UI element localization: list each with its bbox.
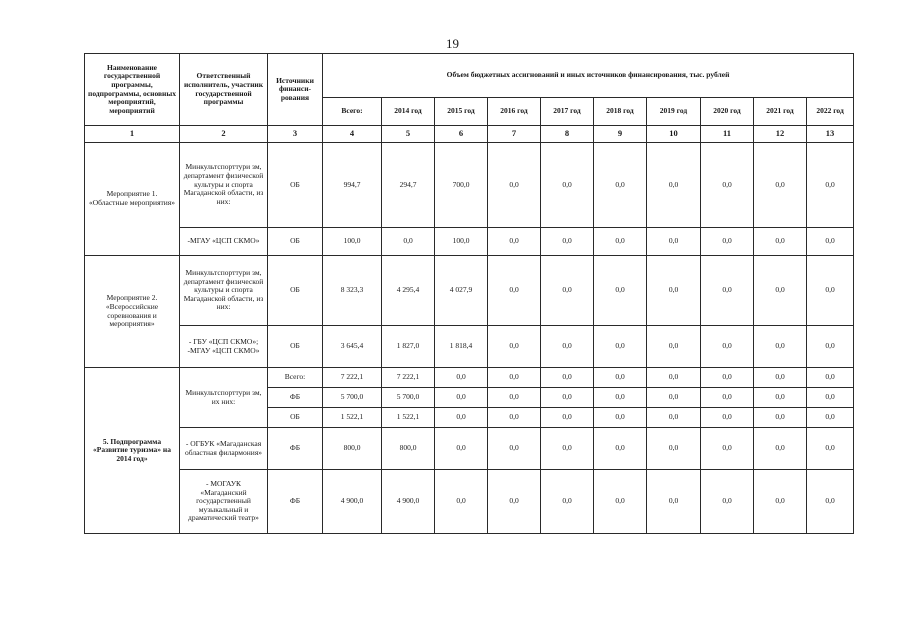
- column-number: 11: [701, 126, 754, 143]
- value-2022: 0,0: [807, 388, 854, 408]
- value-2016: 0,0: [488, 368, 541, 388]
- value-2016: 0,0: [488, 408, 541, 428]
- value-2022: 0,0: [807, 428, 854, 470]
- value-2016: 0,0: [488, 428, 541, 470]
- value-2016: 0,0: [488, 256, 541, 326]
- header-source: Источники финанси-рования: [268, 54, 323, 126]
- value-2016: 0,0: [488, 228, 541, 256]
- executor-cell: Минкультспорттури зм, департамент физической культуры и спорта Магаданской области, из них:: [180, 256, 268, 326]
- value-2017: 0,0: [541, 368, 594, 388]
- value-2021: 0,0: [754, 428, 807, 470]
- value-2015: 0,0: [435, 388, 488, 408]
- executor-cell: Минкультспорттури зм, их них:: [180, 368, 268, 428]
- page-number: 19: [446, 36, 459, 51]
- value-2021: 0,0: [754, 326, 807, 368]
- header-name: Наименование государственной программы, подпрограммы, основных мероприятий, мероприятий: [85, 54, 180, 126]
- value-2021: 0,0: [754, 408, 807, 428]
- column-number: 1: [85, 126, 180, 143]
- value-2019: 0,0: [647, 470, 701, 534]
- source-cell: ОБ: [268, 256, 323, 326]
- value-2019: 0,0: [647, 428, 701, 470]
- column-number: 4: [323, 126, 382, 143]
- value-2019: 0,0: [647, 388, 701, 408]
- value-2015: 0,0: [435, 470, 488, 534]
- value-2016: 0,0: [488, 143, 541, 228]
- header-year-2020: 2020 год: [701, 98, 754, 126]
- value-2021: 0,0: [754, 388, 807, 408]
- header-year-2019: 2019 год: [647, 98, 701, 126]
- value-2017: 0,0: [541, 388, 594, 408]
- value-2018: 0,0: [594, 143, 647, 228]
- value-2014: 294,7: [382, 143, 435, 228]
- value-2018: 0,0: [594, 388, 647, 408]
- value-2020: 0,0: [701, 228, 754, 256]
- value-2015: 0,0: [435, 408, 488, 428]
- value-2017: 0,0: [541, 256, 594, 326]
- value-2021: 0,0: [754, 368, 807, 388]
- header-year-2017: 2017 год: [541, 98, 594, 126]
- value-2015: 100,0: [435, 228, 488, 256]
- column-number: 5: [382, 126, 435, 143]
- subprogram-5-name: 5. Подпрограмма «Развитие туризма» на 2014 год»: [85, 368, 180, 534]
- column-number: 8: [541, 126, 594, 143]
- column-number: 10: [647, 126, 701, 143]
- value-2018: 0,0: [594, 470, 647, 534]
- value-2020: 0,0: [701, 428, 754, 470]
- value-2021: 0,0: [754, 470, 807, 534]
- value-2018: 0,0: [594, 326, 647, 368]
- value-2016: 0,0: [488, 326, 541, 368]
- header-year-2022: 2022 год: [807, 98, 854, 126]
- value-2014: 1 522,1: [382, 408, 435, 428]
- value-2018: 0,0: [594, 368, 647, 388]
- value-2022: 0,0: [807, 228, 854, 256]
- value-2022: 0,0: [807, 368, 854, 388]
- executor-cell: - МОГАУК «Магаданский государственный музыкальный и драматический театр»: [180, 470, 268, 534]
- header-executor: Ответственный исполнитель, участник государственной программы: [180, 54, 268, 126]
- header-year-2014: 2014 год: [382, 98, 435, 126]
- source-cell: ОБ: [268, 143, 323, 228]
- value-total: 7 222,1: [323, 368, 382, 388]
- header-year-2016: 2016 год: [488, 98, 541, 126]
- value-2022: 0,0: [807, 143, 854, 228]
- source-cell: ФБ: [268, 428, 323, 470]
- value-2018: 0,0: [594, 228, 647, 256]
- value-2017: 0,0: [541, 428, 594, 470]
- column-number: 2: [180, 126, 268, 143]
- value-2020: 0,0: [701, 326, 754, 368]
- value-2020: 0,0: [701, 388, 754, 408]
- source-cell: ФБ: [268, 470, 323, 534]
- column-number: 9: [594, 126, 647, 143]
- value-total: 4 900,0: [323, 470, 382, 534]
- header-year-2021: 2021 год: [754, 98, 807, 126]
- value-2018: 0,0: [594, 256, 647, 326]
- value-total: 800,0: [323, 428, 382, 470]
- budget-table: [84, 53, 854, 534]
- value-2015: 0,0: [435, 428, 488, 470]
- column-number: 13: [807, 126, 854, 143]
- value-2020: 0,0: [701, 408, 754, 428]
- value-2022: 0,0: [807, 408, 854, 428]
- value-2014: 0,0: [382, 228, 435, 256]
- value-2019: 0,0: [647, 256, 701, 326]
- value-total: 994,7: [323, 143, 382, 228]
- executor-cell: - ГБУ «ЦСП СКМО»; -МГАУ «ЦСП СКМО»: [180, 326, 268, 368]
- source-cell: ОБ: [268, 408, 323, 428]
- activity-1-name: Мероприятие 1. «Областные мероприятия»: [85, 143, 180, 256]
- value-2016: 0,0: [488, 470, 541, 534]
- value-2019: 0,0: [647, 408, 701, 428]
- value-2022: 0,0: [807, 470, 854, 534]
- value-total: 5 700,0: [323, 388, 382, 408]
- column-number: 3: [268, 126, 323, 143]
- value-2015: 1 818,4: [435, 326, 488, 368]
- value-2014: 7 222,1: [382, 368, 435, 388]
- value-2020: 0,0: [701, 256, 754, 326]
- value-2022: 0,0: [807, 326, 854, 368]
- header-year-2015: 2015 год: [435, 98, 488, 126]
- value-2014: 800,0: [382, 428, 435, 470]
- source-cell: Всего:: [268, 368, 323, 388]
- value-2016: 0,0: [488, 388, 541, 408]
- value-2015: 4 027,9: [435, 256, 488, 326]
- value-total: 3 645,4: [323, 326, 382, 368]
- value-2014: 4 900,0: [382, 470, 435, 534]
- value-total: 8 323,3: [323, 256, 382, 326]
- column-number: 7: [488, 126, 541, 143]
- value-2017: 0,0: [541, 470, 594, 534]
- value-2019: 0,0: [647, 228, 701, 256]
- value-2021: 0,0: [754, 228, 807, 256]
- value-2021: 0,0: [754, 143, 807, 228]
- value-2018: 0,0: [594, 428, 647, 470]
- value-2017: 0,0: [541, 326, 594, 368]
- value-total: 1 522,1: [323, 408, 382, 428]
- value-2019: 0,0: [647, 326, 701, 368]
- executor-cell: - ОГБУК «Магаданская областная филармония»: [180, 428, 268, 470]
- header-year-2018: 2018 год: [594, 98, 647, 126]
- value-2015: 700,0: [435, 143, 488, 228]
- value-2014: 1 827,0: [382, 326, 435, 368]
- executor-cell: -МГАУ «ЦСП СКМО»: [180, 228, 268, 256]
- value-2014: 5 700,0: [382, 388, 435, 408]
- source-cell: ОБ: [268, 326, 323, 368]
- executor-cell: Минкультспорттури зм, департамент физической культуры и спорта Магаданской области, из них:: [180, 143, 268, 228]
- value-2015: 0,0: [435, 368, 488, 388]
- value-2017: 0,0: [541, 408, 594, 428]
- value-2014: 4 295,4: [382, 256, 435, 326]
- value-2020: 0,0: [701, 368, 754, 388]
- column-number: 6: [435, 126, 488, 143]
- value-2019: 0,0: [647, 368, 701, 388]
- value-2021: 0,0: [754, 256, 807, 326]
- value-total: 100,0: [323, 228, 382, 256]
- value-2018: 0,0: [594, 408, 647, 428]
- source-cell: ФБ: [268, 388, 323, 408]
- value-2020: 0,0: [701, 470, 754, 534]
- header-financing: Объем бюджетных ассигнований и иных источников финансирования, тыс. рублей: [323, 54, 854, 98]
- activity-2-name: Мероприятие 2. «Всероссийские соревнования и мероприятия»: [85, 256, 180, 368]
- value-2022: 0,0: [807, 256, 854, 326]
- value-2017: 0,0: [541, 228, 594, 256]
- value-2019: 0,0: [647, 143, 701, 228]
- source-cell: ОБ: [268, 228, 323, 256]
- column-number: 12: [754, 126, 807, 143]
- value-2020: 0,0: [701, 143, 754, 228]
- header-total: Всего:: [323, 98, 382, 126]
- value-2017: 0,0: [541, 143, 594, 228]
